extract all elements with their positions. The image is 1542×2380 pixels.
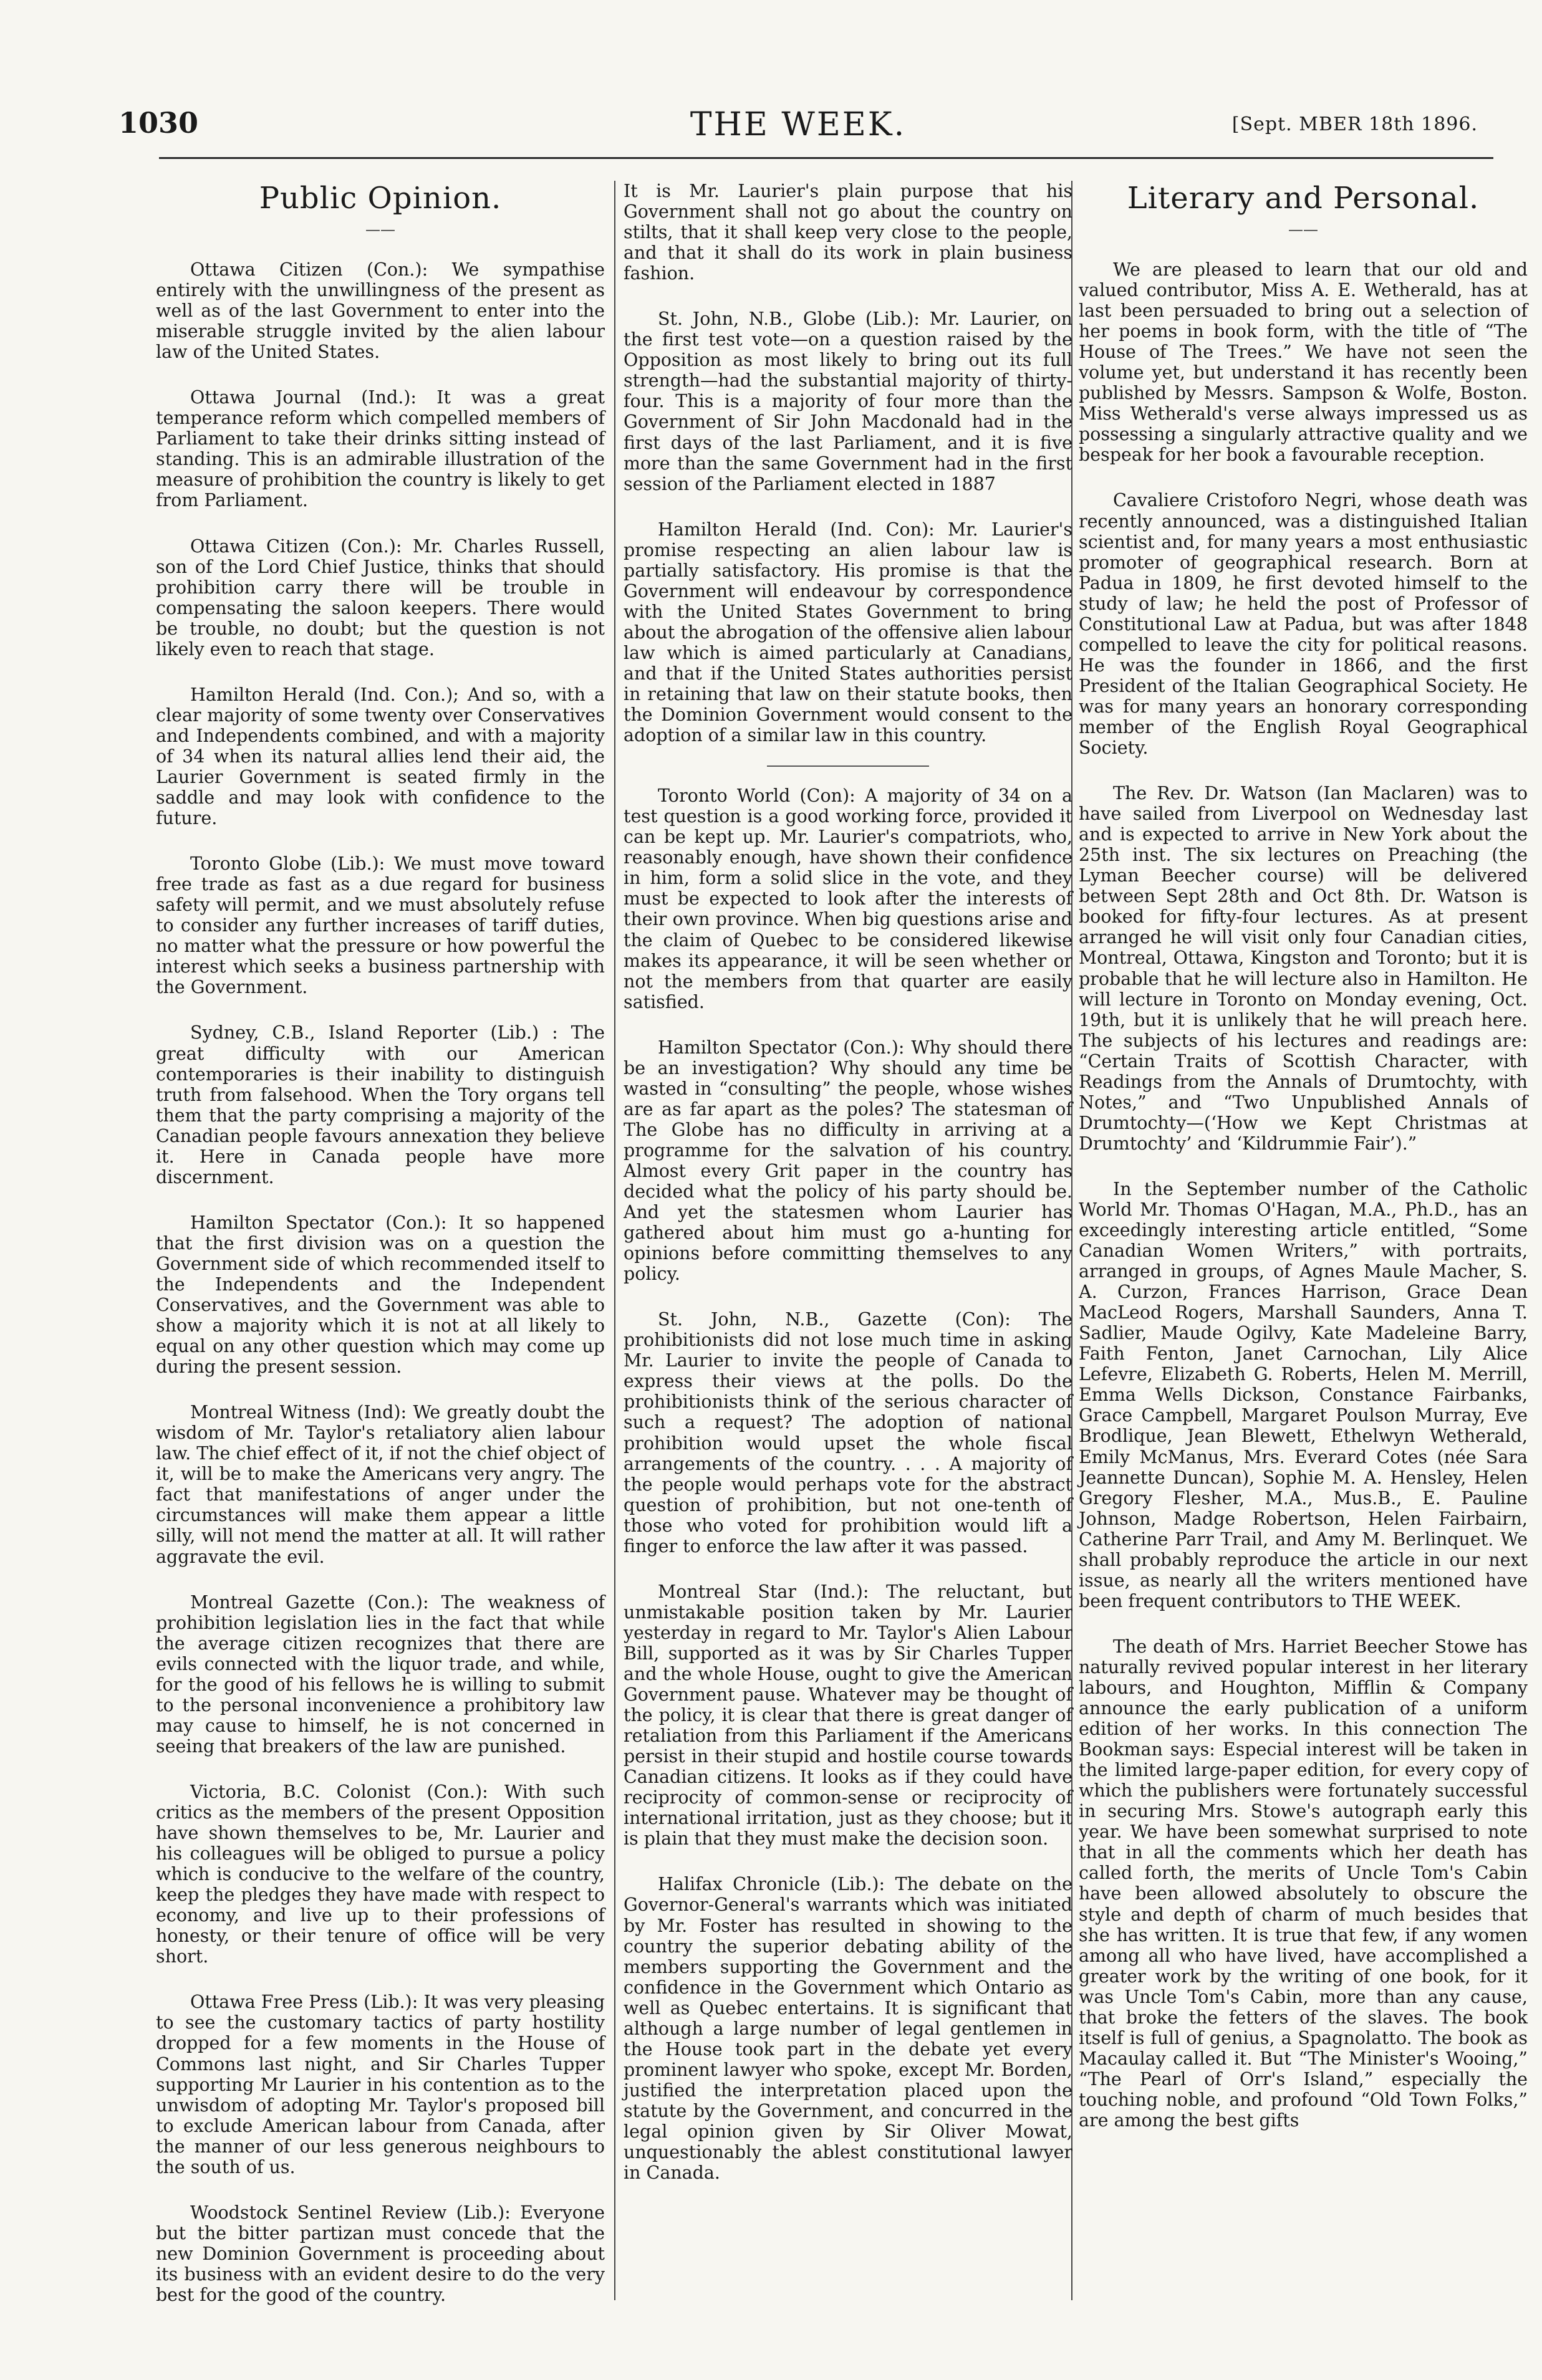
article-paragraph: The Rev. Dr. Watson (Ian Maclaren) was to have sailed from Liverpool on Wednesday last and is expected to arrive in New York about the 25th inst. The six lectures on Preaching (the Lyman Beecher course) will be delivered between Sept 28th and Oct 8th. Dr. Watson is booked for fifty-four lectures. As at present arranged he will visit only four Canadian cities, Montreal, Ottawa, Kingston and Toronto; but it is probable that he will lecture also in Hamilton. He will lecture in Toronto on Monday evening, Oct. 19th, but it is unlikely that he will preach here. The subjects of his lectures and readings are: “Certain Traits of Scottish Character, with Readings from the Annals of Drumtochty, with Notes,” and “Two Unpublished Annals of Drumtochty—(‘How we Kept Christmas at Drumtochty’ and ‘Kildrummie Fair’).”: [1079, 783, 1528, 1154]
article-paragraph: Ottawa Journal (Ind.): It was a great temperance reform which compelled members of Parliament to take their drinks sitting instead of standing. This is an admirable illustration of the measure of prohibition the country is likely to get from Parliament.: [156, 387, 605, 511]
article-paragraph: St. John, N.B., Globe (Lib.): Mr. Laurier, on the first test vote—on a question raised by the Opposition as most likely to bring out its full strength—had the substantial majority of thirty-four. This is a majority of four more than the Government of Sir John Macdonald had in the first days of the last Parliament, and it is five more than the same Government had in the first session of the Parliament elected in 1887: [624, 309, 1072, 494]
article-paragraph: Sydney, C.B., Island Reporter (Lib.) : The great difficulty with our American contemporaries is their inability to distinguish truth from falsehood. When the Tory organs tell them that the party comprising a majority of the Canadian people favours annexation they believe it. Here in Canada people have more discernment.: [156, 1022, 605, 1188]
section-heading: Literary and Personal.: [1127, 181, 1480, 216]
article-paragraph: It is Mr. Laurier's plain purpose that his Government shall not go about the country on stilts, that it shall keep very close to the people, and that it shall do its work in plain business fashion.: [624, 181, 1072, 284]
article-paragraph: St. John, N.B., Gazette (Con): The prohibitionists did not lose much time in asking Mr. Laurier to invite the people of Canada to express their views at the polls. Do the prohibitionists think of the serious character of such a request? The adoption of national prohibition would upset the whole fiscal arrangements of the country. . . . A majority of the people would perhaps vote for the abstract question of prohibition, but not one-tenth of those who voted for prohibition would lift a finger to enforce the law after it was passed.: [624, 1309, 1072, 1557]
article-paragraph: The death of Mrs. Harriet Beecher Stowe has naturally revived popular interest in her literary labours, and Houghton, Mifflin & Company announce the early publication of a uniform edition of her works. In this connection The Bookman says: Especial interest will be taken in the limited large-paper edition, for every copy of which the publishers were fortunately successful in securing Mrs. Stowe's autograph early this year. We have been somewhat surprised to note that in all the comments which her death has called forth, the merits of Uncle Tom's Cabin have been allowed absolutely to obscure the style and depth of charm of much besides that she has written. It is true that few, if any women among all who have lived, have accomplished a greater work by the writing of one book, for it was Uncle Tom's Cabin, more than any cause, that broke the fetters of the slaves. The book itself is full of genius, a Spagnolatto. The book as Macaulay called it. But “The Minister's Wooing,” “The Pearl of Orr's Island,” especially the touching noble, and profound “Old Town Folks,” are among the best gifts: [1079, 1636, 1528, 2131]
header-rule: [159, 157, 1493, 159]
article-paragraph: Hamilton Spectator (Con.): It so happened that the first division was on a question the Government side of which recommended itself to the Independents and the Independent Conservatives, and the Government was able to show a majority which it is not at all likely to equal on any other question which may come up during the present session.: [156, 1212, 605, 1378]
column-divider: [614, 181, 615, 2300]
section-heading: Public Opinion.: [259, 181, 502, 216]
separator-rule: [767, 765, 929, 767]
heading-rule: ——: [365, 221, 395, 238]
article-paragraph: Hamilton Herald (Ind. Con.); And so, with a clear majority of some twenty over Conservatives and Independents combined, and with a majority of 34 when its natural allies lend their aid, the Laurier Government is seated firmly in the saddle and may look with confidence to the future.: [156, 684, 605, 829]
article-paragraph: Montreal Gazette (Con.): The weakness of prohibition legislation lies in the fact that while the average citizen recognizes that there are evils connected with the liquor trade, and while, for the good of his fellows he is willing to submit to the personal inconvenience a prohibitory law may cause to himself, he is not concerned in seeing that breakers of the law are punished.: [156, 1591, 605, 1757]
article-paragraph: Victoria, B.C. Colonist (Con.): With such critics as the members of the present Opposition have shown themselves to be, Mr. Laurier and his colleagues will be obliged to pursue a policy which is conducive to the welfare of the country, keep the pledges they have made with respect to economy, and live up to their professions of honesty, or their tenure of office will be very short.: [156, 1781, 605, 1967]
issue-date: [Sept. MBER 18th 1896.: [1231, 113, 1478, 135]
article-paragraph: Hamilton Spectator (Con.): Why should there be an investigation? Why should any time be wasted in “consulting” the people, whose wishes are as far apart as the poles? The statesman of The Globe has no difficulty in arriving at a programme for the salvation of his country. Almost every Grit paper in the country has decided what the policy of his party should be. And yet the statesmen whom Laurier has gathered about him must go a-hunting for opinions before committing themselves to any policy.: [624, 1037, 1072, 1285]
article-paragraph: Ottawa Free Press (Lib.): It was very pleasing to see the customary tactics of party hostility dropped for a few moments in the House of Commons last night, and Sir Charles Tupper supporting Mr Laurier in his contention as to the unwisdom of adopting Mr. Taylor's proposed bill to exclude American labour from Canada, after the manner of our less generous neighbours to the south of us.: [156, 1992, 605, 2177]
article-paragraph: Halifax Chronicle (Lib.): The debate on the Governor-General's warrants which was initiated by Mr. Foster has resulted in showing to the country the superior debating ability of the members supporting the Government and the confidence in the Government which Ontario as well as Quebec entertains. It is significant that although a large number of legal gentlemen in the House took part in the debate yet every prominent lawyer who spoke, except Mr. Borden, justified the interpretation placed upon the statute by the Government, and concurred in the legal opinion given by Sir Oliver Mowat, unquestionably the ablest constitutional lawyer in Canada.: [624, 1874, 1072, 2184]
heading-rule: ——: [1288, 221, 1318, 238]
article-paragraph: Montreal Witness (Ind): We greatly doubt the wisdom of Mr. Taylor's retaliatory alien labour law. The chief effect of it, if not the chief object of it, will be to make the Americans very angry. The fact that manifestations of anger under the circumstances will make them appear a little silly, will not mend the matter at all. It will rather aggravate the evil.: [156, 1402, 605, 1567]
article-paragraph: We are pleased to learn that our old and valued contributor, Miss A. E. Wetherald, has at last been persuaded to bring out a selection of her poems in book form, with the title of “The House of The Trees.” We have not seen the volume yet, but understand it has recently been published by Messrs. Sampson & Wolfe, Boston. Miss Wetherald's verse always impressed us as possessing a singularly attractive quality and we bespeak for her book a favourable reception.: [1079, 259, 1528, 466]
article-paragraph: Ottawa Citizen (Con.): We sympathise entirely with the unwillingness of the present as well as of the last Government to enter into the miserable struggle invited by the alien labour law of the United States.: [156, 259, 605, 363]
column-public-opinion-continued: [624, 181, 1072, 2183]
article-paragraph: Toronto World (Con): A majority of 34 on a test question is a good working force, provided it can be kept up. Mr. Laurier's compatriots, who, reasonably enough, have shown their confidence in him, form a solid slice in the vote, and they must be expected to look after the interests of their own province. When big questions arise and the claim of Quebec to be considered likewise makes its appearance, it will be seen whether or not the members from that quarter are easily satisfied.: [624, 785, 1072, 1012]
article-paragraph: In the September number of the Catholic World Mr. Thomas O'Hagan, M.A., Ph.D., has an exceedingly interesting article entitled, “Some Canadian Women Writers,” with portraits, arranged in groups, of Agnes Maule Macher, S. A. Curzon, Frances Harrison, Grace Dean MacLeod Rogers, Marshall Saunders, Anna T. Sadlier, Maude Ogilvy, Kate Madeleine Barry, Faith Fenton, Janet Carnochan, Lily Alice Lefevre, Elizabeth G. Roberts, Helen M. Merrill, Emma Wells Dickson, Constance Fairbanks, Grace Campbell, Margaret Poulson Murray, Eve Brodlique, Jean Blewett, Ethelwyn Wetherald, Emily McManus, Mrs. Everard Cotes (née Sara Jeannette Duncan), Sophie M. A. Hensley, Helen Gregory Flesher, M.A., Mus.B., E. Pauline Johnson, Madge Robertson, Helen Fairbairn, Catherine Parr Trail, and Amy M. Berlinquet. We shall probably reproduce the article in our next issue, as nearly all the writers mentioned have been frequent contributors to THE WEEK.: [1079, 1178, 1528, 1611]
newspaper-title: THE WEEK.: [690, 106, 907, 143]
page-header: [118, 106, 1478, 150]
article-paragraph: Hamilton Herald (Ind. Con): Mr. Laurier's promise respecting an alien labour law is partially satisfactory. His promise is that the Government will endeavour by correspondence with the United States Government to bring about the abrogation of the offensive alien labour law which is aimed particularly at Canadians, and that if the United States authorities persist in retaining that law on their statute books, then the Dominion Government would consent to the adoption of a similar law in this country.: [624, 519, 1072, 746]
article-paragraph: Woodstock Sentinel Review (Lib.): Everyone but the bitter partizan must concede that the new Dominion Government is proceeding about its business with an evident desire to do the very best for the good of the country.: [156, 2202, 605, 2305]
article-paragraph: Ottawa Citizen (Con.): Mr. Charles Russell, son of the Lord Chief Justice, thinks that should prohibition carry there will be trouble in compensating the saloon keepers. There would be trouble, no doubt; but the question is not likely even to reach that stage.: [156, 535, 605, 660]
article-paragraph: Toronto Globe (Lib.): We must move toward free trade as fast as a due regard for business safety will permit, and we must absolutely refuse to consider any further increases of tariff duties, no matter what the pressure or how powerful the interest which seeks a business partnership with the Government.: [156, 853, 605, 998]
column-public-opinion: [156, 181, 605, 2305]
column-literary-and-personal: [1079, 181, 1528, 2131]
article-paragraph: Cavaliere Cristoforo Negri, whose death was recently announced, was a distinguished Italian scientist and, for many years a most enthusiastic promoter of geographical research. Born at Padua in 1809, he first devoted himself to the study of law; he held the post of Professor of Constitutional Law at Padua, but was after 1848 compelled to leave the city for political reasons. He was the founder in 1866, and the first President of the Italian Geographical Society. He was for many years an honorary corresponding member of the English Royal Geographical Society.: [1079, 490, 1528, 759]
page-number: 1030: [118, 106, 199, 140]
article-paragraph: Montreal Star (Ind.): The reluctant, but unmistakable position taken by Mr. Laurier yesterday in regard to Mr. Taylor's Alien Labour Bill, supported as it was by Sir Charles Tupper and the whole House, ought to give the American Government pause. Whatever may be thought of the policy, it is clear that there is great danger of retaliation from this Parliament if the Americans persist in their stupid and hostile course towards Canadian citizens. It looks as if they could have reciprocity of common-sense or reciprocity of international irritation, just as they choose; but it is plain that they must make the decision soon.: [624, 1581, 1072, 1850]
